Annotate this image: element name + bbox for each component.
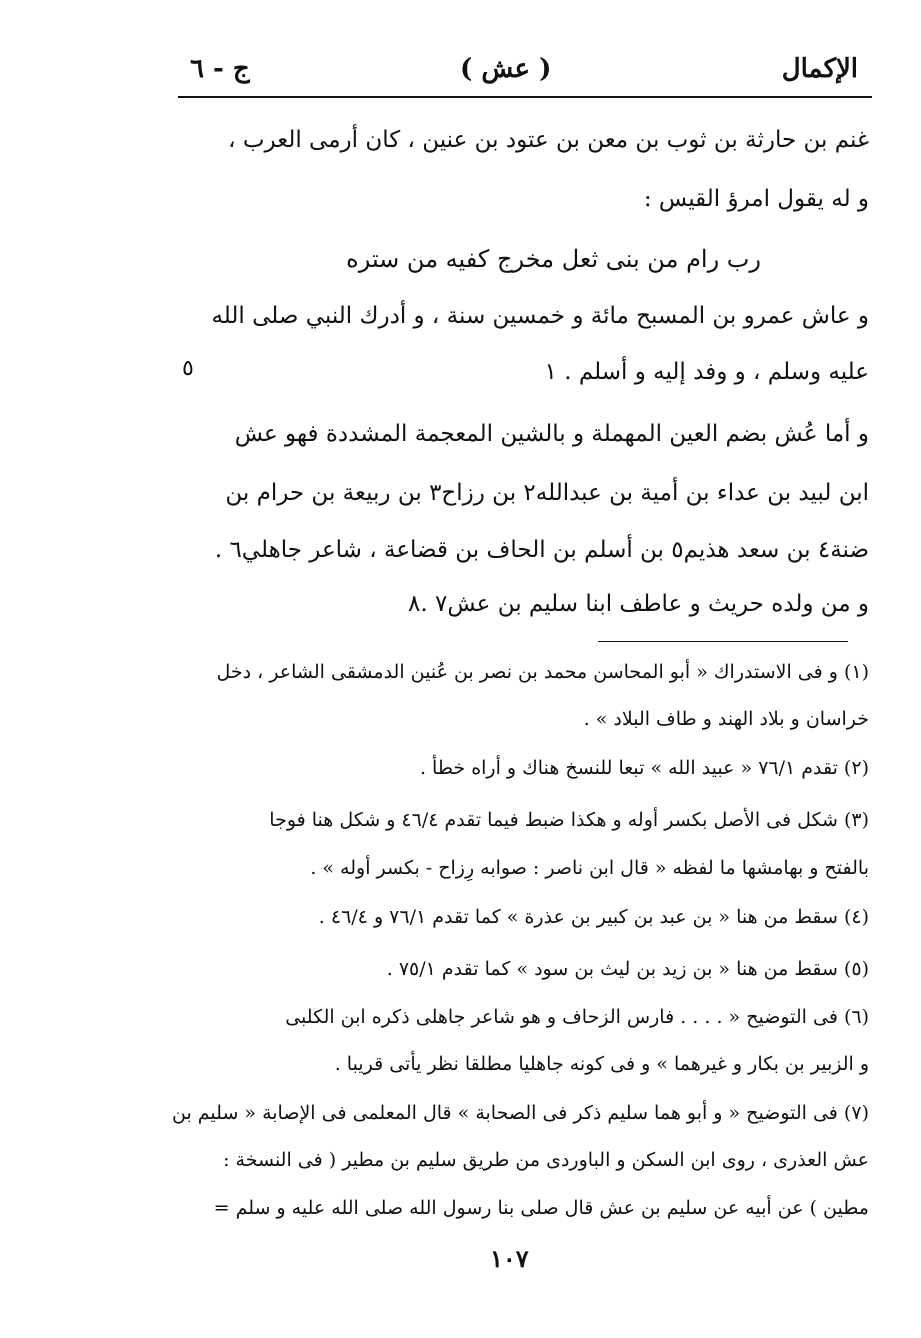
verse-line: رب رام من بنى ثعل مخرج كفيه من ستره <box>346 245 761 273</box>
footnote-line: (٦) فى التوضيح « . . . . فارس الزحاف و هو شاعر جاهلى ذكره ابن الكلبى <box>285 1006 869 1028</box>
header-book-title: الإكمال <box>781 54 858 84</box>
running-header <box>180 48 870 96</box>
footnote-line: (٤) سقط من هنا « بن عبد بن كبير بن عذرة » كما تقدم ٧٦/١ و ٤٦/٤ . <box>318 906 869 928</box>
footnote-line: عش العذرى ، روى ابن السكن و الباوردى من طريق سليم بن مطير ( فى النسخة : <box>223 1149 869 1171</box>
body-line: غنم بن حارثة بن ثوب بن معن بن عتود بن عنين ، كان أرمى العرب ، <box>228 127 869 153</box>
body-line: ابن لبيد بن عداء بن أمية بن عبدالله٢ بن رزاح٣ بن ربيعة بن حرام بن <box>225 480 869 506</box>
page-number: ١٠٧ <box>490 1244 529 1273</box>
line-number-marker: ٥ <box>182 356 194 381</box>
footnote-line: خراسان و بلاد الهند و طاف البلاد » . <box>583 708 869 730</box>
footnote-line: و الزبير بن بكار و غيرهما » و فى كونه جاهليا مطلقا نظر يأتى قريبا . <box>334 1053 869 1075</box>
body-line: ضنة٤ بن سعد هذيم٥ بن أسلم بن الحاف بن قضاعة ، شاعر جاهلي٦ . <box>214 537 869 563</box>
body-line: و له يقول امرؤ القيس : <box>643 186 869 212</box>
header-entry-title: ( عش ) <box>460 54 552 84</box>
body-line: عليه وسلم ، و وفد إليه و أسلم . ١ <box>544 359 869 385</box>
footnote-line: (١) و فى الاستدراك « أبو المحاسن محمد بن نصر بن عُنين الدمشقى الشاعر ، دخل <box>216 661 869 683</box>
footnote-line: (٥) سقط من هنا « بن زيد بن ليث بن سود » كما تقدم ٧٥/١ . <box>386 958 869 980</box>
header-rule <box>178 96 872 98</box>
footnote-line: مطين ) عن أبيه عن سليم بن عش قال صلى بنا رسول الله صلى الله عليه و سلم = <box>213 1197 869 1219</box>
footnote-line: (٧) فى التوضيح « و أبو هما سليم ذكر فى الصحابة » قال المعلمى فى الإصابة « سليم بن <box>171 1102 869 1124</box>
body-line: و من ولده حريث و عاطف ابنا سليم بن عش٧ .٨ <box>408 591 869 617</box>
header-volume: ج - ٦ <box>190 54 250 84</box>
body-line: و عاش عمرو بن المسبح مائة و خمسين سنة ، و أدرك النبي صلى الله <box>211 303 869 329</box>
footnote-line: (٢) تقدم ٧٦/١ « عبيد الله » تبعا للنسخ هناك و أراه خطأ . <box>419 757 869 779</box>
body-line: و أما عُش بضم العين المهملة و بالشين المعجمة المشددة فهو عش <box>234 421 869 447</box>
footnote-line: بالفتح و بهامشها ما لفظه « قال ابن ناصر : صوابه رِزاح - بكسر أوله » . <box>310 857 869 879</box>
footnote-rule <box>598 641 848 642</box>
footnote-line: (٣) شكل فى الأصل بكسر أوله و هكذا ضبط فيما تقدم ٤٦/٤ و شكل هنا فوجا <box>269 809 869 831</box>
